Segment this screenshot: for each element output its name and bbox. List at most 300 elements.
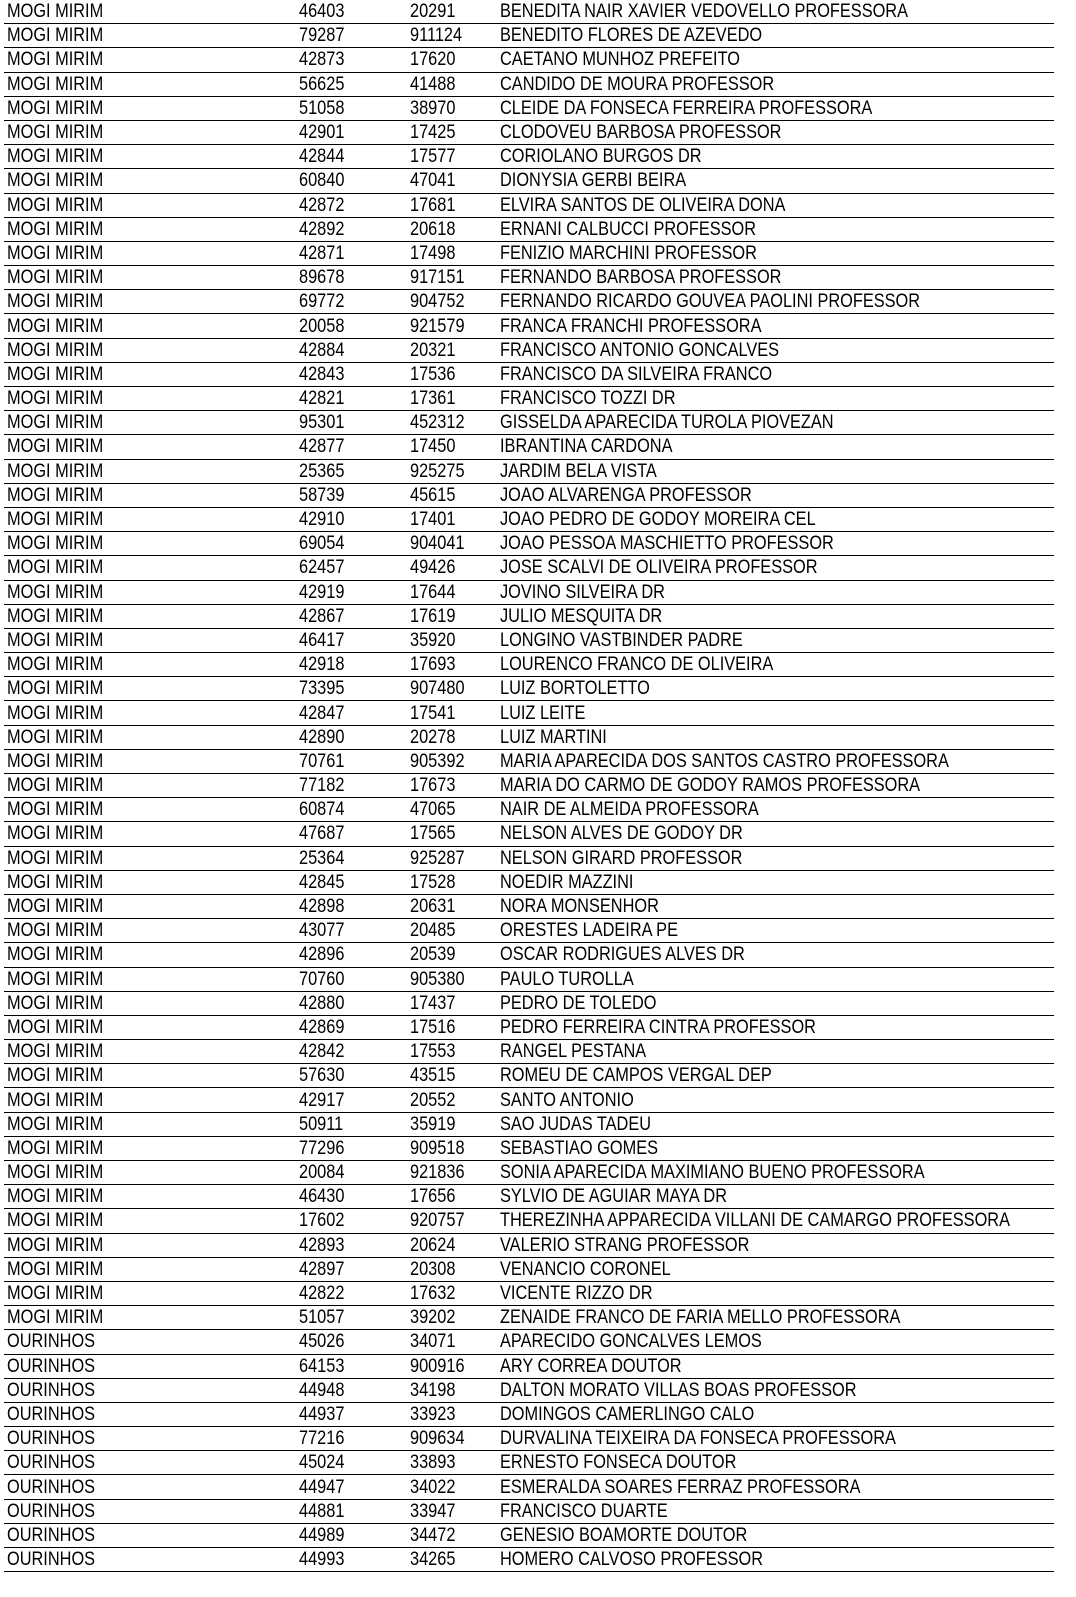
- school-code-text: 452312: [410, 412, 465, 434]
- code-text: 69054: [299, 533, 345, 555]
- city-cell: [4, 145, 296, 169]
- city-text: MOGI MIRIM: [7, 678, 104, 700]
- code-text: 25365: [299, 460, 345, 482]
- school-name-cell: [497, 1475, 1054, 1499]
- table-row: [4, 1233, 1054, 1257]
- school-code-text: 41488: [410, 73, 456, 95]
- code-text: 42822: [299, 1283, 345, 1305]
- school-name-cell: [497, 1136, 1054, 1160]
- school-name-text: DIONYSIA GERBI BEIRA: [500, 170, 687, 192]
- school-name-text: ORESTES LADEIRA PE: [500, 920, 678, 942]
- code-text: 42867: [299, 605, 345, 627]
- code-cell: [296, 894, 407, 918]
- code-cell: [296, 1451, 407, 1475]
- code-cell: [296, 1136, 407, 1160]
- school-code-cell: [407, 1427, 497, 1451]
- school-name-text: JOAO PEDRO DE GODOY MOREIRA CEL: [500, 509, 816, 531]
- school-name-cell: [497, 1040, 1054, 1064]
- school-name-text: OSCAR RODRIGUES ALVES DR: [500, 944, 745, 966]
- code-cell: [296, 846, 407, 870]
- city-cell: [4, 677, 296, 701]
- table-row: [4, 1499, 1054, 1523]
- table-row: [4, 1427, 1054, 1451]
- code-text: 42842: [299, 1041, 345, 1063]
- city-text: OURINHOS: [7, 1476, 96, 1498]
- code-cell: [296, 1354, 407, 1378]
- school-name-text: MARIA DO CARMO DE GODOY RAMOS PROFESSORA: [500, 775, 921, 797]
- school-code-cell: [407, 798, 497, 822]
- city-cell: [4, 1136, 296, 1160]
- school-code-cell: [407, 459, 497, 483]
- city-text: OURINHOS: [7, 1524, 96, 1546]
- school-name-cell: [497, 266, 1054, 290]
- school-code-text: 20321: [410, 339, 456, 361]
- city-cell: [4, 1499, 296, 1523]
- school-name-cell: [497, 1015, 1054, 1039]
- table-row: [4, 72, 1054, 96]
- city-text: MOGI MIRIM: [7, 1113, 104, 1135]
- code-text: 50911: [299, 1113, 344, 1135]
- city-text: MOGI MIRIM: [7, 629, 104, 651]
- school-name-cell: [497, 604, 1054, 628]
- code-cell: [296, 943, 407, 967]
- city-text: MOGI MIRIM: [7, 363, 104, 385]
- city-cell: [4, 1161, 296, 1185]
- school-name-cell: [497, 290, 1054, 314]
- code-cell: [296, 1185, 407, 1209]
- city-text: OURINHOS: [7, 1331, 96, 1353]
- city-text: OURINHOS: [7, 1500, 96, 1522]
- school-code-text: 17528: [410, 871, 456, 893]
- school-name-text: DOMINGOS CAMERLINGO CALO: [500, 1403, 755, 1425]
- code-cell: [296, 749, 407, 773]
- city-cell: [4, 919, 296, 943]
- code-cell: [296, 1064, 407, 1088]
- code-cell: [296, 1015, 407, 1039]
- school-name-cell: [497, 1427, 1054, 1451]
- city-text: MOGI MIRIM: [7, 750, 104, 772]
- city-text: MOGI MIRIM: [7, 146, 104, 168]
- school-code-cell: [407, 1354, 497, 1378]
- city-cell: [4, 749, 296, 773]
- school-name-cell: [497, 0, 1054, 24]
- table-row: [4, 387, 1054, 411]
- school-code-cell: [407, 120, 497, 144]
- code-cell: [296, 241, 407, 265]
- city-text: MOGI MIRIM: [7, 122, 104, 144]
- school-name-cell: [497, 774, 1054, 798]
- school-name-cell: [497, 1161, 1054, 1185]
- school-name-text: APARECIDO GONCALVES LEMOS: [500, 1331, 762, 1353]
- school-name-cell: [497, 1548, 1054, 1572]
- code-cell: [296, 1088, 407, 1112]
- school-code-text: 34071: [410, 1331, 456, 1353]
- table-row: [4, 967, 1054, 991]
- school-name-cell: [497, 1209, 1054, 1233]
- city-text: MOGI MIRIM: [7, 484, 104, 506]
- school-code-cell: [407, 1475, 497, 1499]
- city-cell: [4, 967, 296, 991]
- school-code-text: 17425: [410, 122, 456, 144]
- code-text: 17602: [299, 1210, 345, 1232]
- school-name-text: ERNANI CALBUCCI PROFESSOR: [500, 218, 757, 240]
- city-text: MOGI MIRIM: [7, 218, 104, 240]
- school-code-text: 17681: [410, 194, 456, 216]
- city-text: OURINHOS: [7, 1549, 96, 1571]
- school-code-text: 45615: [410, 484, 456, 506]
- table-row: [4, 1136, 1054, 1160]
- school-name-text: FENIZIO MARCHINI PROFESSOR: [500, 242, 757, 264]
- table-row: [4, 1088, 1054, 1112]
- code-cell: [296, 1040, 407, 1064]
- city-text: OURINHOS: [7, 1379, 96, 1401]
- city-cell: [4, 1451, 296, 1475]
- city-text: MOGI MIRIM: [7, 871, 104, 893]
- school-code-cell: [407, 435, 497, 459]
- code-cell: [296, 677, 407, 701]
- table-row: [4, 580, 1054, 604]
- code-text: 44989: [299, 1524, 345, 1546]
- city-cell: [4, 1112, 296, 1136]
- school-code-text: 20552: [410, 1089, 456, 1111]
- city-text: MOGI MIRIM: [7, 702, 104, 724]
- city-text: MOGI MIRIM: [7, 1307, 104, 1329]
- school-code-cell: [407, 1161, 497, 1185]
- city-cell: [4, 1306, 296, 1330]
- table-row: [4, 362, 1054, 386]
- table-row: [4, 1209, 1054, 1233]
- code-cell: [296, 338, 407, 362]
- city-text: MOGI MIRIM: [7, 823, 104, 845]
- school-name-cell: [497, 822, 1054, 846]
- school-code-text: 47065: [410, 799, 456, 821]
- city-cell: [4, 0, 296, 24]
- table-row: [4, 701, 1054, 725]
- school-name-cell: [497, 725, 1054, 749]
- table-row: [4, 169, 1054, 193]
- school-name-cell: [497, 1257, 1054, 1281]
- city-text: MOGI MIRIM: [7, 533, 104, 555]
- school-code-cell: [407, 1136, 497, 1160]
- school-code-text: 925287: [410, 847, 465, 869]
- school-name-text: FERNANDO RICARDO GOUVEA PAOLINI PROFESSOR: [500, 291, 921, 313]
- school-code-cell: [407, 1209, 497, 1233]
- code-cell: [296, 556, 407, 580]
- school-name-text: JARDIM BELA VISTA: [500, 460, 657, 482]
- code-text: 42884: [299, 339, 345, 361]
- code-cell: [296, 870, 407, 894]
- table-row: [4, 48, 1054, 72]
- city-cell: [4, 628, 296, 652]
- school-code-cell: [407, 532, 497, 556]
- code-cell: [296, 725, 407, 749]
- code-text: 42873: [299, 49, 345, 71]
- city-cell: [4, 1523, 296, 1547]
- table-row: [4, 870, 1054, 894]
- school-code-cell: [407, 1402, 497, 1426]
- school-code-text: 33893: [410, 1452, 456, 1474]
- city-text: MOGI MIRIM: [7, 1234, 104, 1256]
- table-row: [4, 749, 1054, 773]
- code-cell: [296, 822, 407, 846]
- city-text: MOGI MIRIM: [7, 1065, 104, 1087]
- school-code-text: 905380: [410, 968, 465, 990]
- school-name-text: FRANCA FRANCHI PROFESSORA: [500, 315, 762, 337]
- school-name-cell: [497, 459, 1054, 483]
- city-cell: [4, 1209, 296, 1233]
- city-cell: [4, 507, 296, 531]
- code-text: 42877: [299, 436, 345, 458]
- school-code-text: 17619: [410, 605, 456, 627]
- school-code-text: 39202: [410, 1307, 456, 1329]
- city-text: MOGI MIRIM: [7, 968, 104, 990]
- code-text: 45026: [299, 1331, 345, 1353]
- school-code-text: 17565: [410, 823, 456, 845]
- code-cell: [296, 507, 407, 531]
- table-row: [4, 266, 1054, 290]
- city-cell: [4, 1015, 296, 1039]
- school-code-cell: [407, 604, 497, 628]
- school-code-cell: [407, 991, 497, 1015]
- code-text: 42917: [299, 1089, 345, 1111]
- table-row: [4, 1306, 1054, 1330]
- school-code-text: 17620: [410, 49, 456, 71]
- city-cell: [4, 1040, 296, 1064]
- school-code-cell: [407, 580, 497, 604]
- city-cell: [4, 1064, 296, 1088]
- school-name-text: LUIZ LEITE: [500, 702, 586, 724]
- school-code-text: 17632: [410, 1283, 456, 1305]
- school-name-cell: [497, 677, 1054, 701]
- school-name-text: VENANCIO CORONEL: [500, 1258, 671, 1280]
- table-row: [4, 1354, 1054, 1378]
- school-code-cell: [407, 653, 497, 677]
- school-name-cell: [497, 24, 1054, 48]
- city-cell: [4, 1548, 296, 1572]
- school-name-cell: [497, 1499, 1054, 1523]
- school-code-text: 17437: [410, 992, 456, 1014]
- city-text: MOGI MIRIM: [7, 339, 104, 361]
- school-name-text: JULIO MESQUITA DR: [500, 605, 663, 627]
- city-cell: [4, 387, 296, 411]
- school-name-text: CORIOLANO BURGOS DR: [500, 146, 702, 168]
- school-code-cell: [407, 1451, 497, 1475]
- city-text: MOGI MIRIM: [7, 654, 104, 676]
- school-name-text: JOAO ALVARENGA PROFESSOR: [500, 484, 752, 506]
- code-text: 44937: [299, 1403, 345, 1425]
- code-cell: [296, 1209, 407, 1233]
- city-cell: [4, 991, 296, 1015]
- school-name-text: ELVIRA SANTOS DE OLIVEIRA DONA: [500, 194, 786, 216]
- city-text: MOGI MIRIM: [7, 992, 104, 1014]
- school-name-cell: [497, 411, 1054, 435]
- school-code-cell: [407, 193, 497, 217]
- code-text: 42871: [299, 242, 345, 264]
- city-cell: [4, 1354, 296, 1378]
- city-text: MOGI MIRIM: [7, 1016, 104, 1038]
- city-cell: [4, 1402, 296, 1426]
- school-name-text: ROMEU DE CAMPOS VERGAL DEP: [500, 1065, 772, 1087]
- city-cell: [4, 1185, 296, 1209]
- code-text: 60840: [299, 170, 345, 192]
- school-code-text: 905392: [410, 750, 465, 772]
- table-row: [4, 1112, 1054, 1136]
- city-text: OURINHOS: [7, 1428, 96, 1450]
- school-name-cell: [497, 846, 1054, 870]
- school-name-text: LONGINO VASTBINDER PADRE: [500, 629, 743, 651]
- code-text: 25364: [299, 847, 345, 869]
- city-text: MOGI MIRIM: [7, 242, 104, 264]
- school-name-cell: [497, 169, 1054, 193]
- school-code-text: 35919: [410, 1113, 456, 1135]
- city-text: MOGI MIRIM: [7, 605, 104, 627]
- city-text: MOGI MIRIM: [7, 388, 104, 410]
- school-name-text: PEDRO DE TOLEDO: [500, 992, 657, 1014]
- school-name-text: GENESIO BOAMORTE DOUTOR: [500, 1524, 748, 1546]
- code-text: 77216: [299, 1428, 345, 1450]
- code-text: 42821: [299, 388, 345, 410]
- table-row: [4, 435, 1054, 459]
- school-name-cell: [497, 1402, 1054, 1426]
- school-name-text: NAIR DE ALMEIDA PROFESSORA: [500, 799, 759, 821]
- code-text: 89678: [299, 267, 345, 289]
- school-code-text: 904041: [410, 533, 465, 555]
- code-text: 42845: [299, 871, 345, 893]
- city-cell: [4, 701, 296, 725]
- school-name-cell: [497, 1281, 1054, 1305]
- school-name-text: LUIZ BORTOLETTO: [500, 678, 650, 700]
- city-text: MOGI MIRIM: [7, 1162, 104, 1184]
- school-code-cell: [407, 362, 497, 386]
- code-text: 42872: [299, 194, 345, 216]
- school-code-text: 20618: [410, 218, 456, 240]
- code-cell: [296, 435, 407, 459]
- code-text: 46430: [299, 1186, 345, 1208]
- school-code-cell: [407, 725, 497, 749]
- code-cell: [296, 96, 407, 120]
- school-code-text: 17644: [410, 581, 456, 603]
- school-name-text: PAULO TUROLLA: [500, 968, 634, 990]
- table-row: [4, 822, 1054, 846]
- code-cell: [296, 1378, 407, 1402]
- school-name-cell: [497, 314, 1054, 338]
- table-row: [4, 1523, 1054, 1547]
- school-code-text: 17450: [410, 436, 456, 458]
- code-cell: [296, 0, 407, 24]
- school-code-text: 20308: [410, 1258, 456, 1280]
- school-name-text: DALTON MORATO VILLAS BOAS PROFESSOR: [500, 1379, 857, 1401]
- table-row: [4, 483, 1054, 507]
- school-name-cell: [497, 701, 1054, 725]
- city-text: MOGI MIRIM: [7, 1137, 104, 1159]
- code-cell: [296, 1427, 407, 1451]
- table-row: [4, 1378, 1054, 1402]
- table-row: [4, 774, 1054, 798]
- code-text: 42893: [299, 1234, 345, 1256]
- school-name-text: JOAO PESSOA MASCHIETTO PROFESSOR: [500, 533, 834, 555]
- city-text: MOGI MIRIM: [7, 775, 104, 797]
- school-name-cell: [497, 1378, 1054, 1402]
- code-cell: [296, 24, 407, 48]
- city-text: MOGI MIRIM: [7, 267, 104, 289]
- code-cell: [296, 1257, 407, 1281]
- school-name-text: PEDRO FERREIRA CINTRA PROFESSOR: [500, 1016, 816, 1038]
- code-cell: [296, 483, 407, 507]
- code-cell: [296, 628, 407, 652]
- school-code-text: 925275: [410, 460, 465, 482]
- table-row: [4, 798, 1054, 822]
- school-code-cell: [407, 241, 497, 265]
- school-code-cell: [407, 1548, 497, 1572]
- school-name-text: SANTO ANTONIO: [500, 1089, 634, 1111]
- city-cell: [4, 532, 296, 556]
- code-text: 42880: [299, 992, 345, 1014]
- school-name-cell: [497, 653, 1054, 677]
- code-text: 42910: [299, 509, 345, 531]
- school-name-text: VALERIO STRANG PROFESSOR: [500, 1234, 750, 1256]
- code-text: 42844: [299, 146, 345, 168]
- code-cell: [296, 266, 407, 290]
- city-cell: [4, 846, 296, 870]
- school-name-text: HOMERO CALVOSO PROFESSOR: [500, 1549, 763, 1571]
- code-cell: [296, 411, 407, 435]
- school-name-cell: [497, 1112, 1054, 1136]
- school-code-cell: [407, 1378, 497, 1402]
- school-code-text: 921836: [410, 1162, 465, 1184]
- school-name-text: NELSON ALVES DE GODOY DR: [500, 823, 743, 845]
- table-row: [4, 411, 1054, 435]
- school-name-text: LOURENCO FRANCO DE OLIVEIRA: [500, 654, 774, 676]
- school-name-cell: [497, 387, 1054, 411]
- table-row: [4, 507, 1054, 531]
- code-text: 42892: [299, 218, 345, 240]
- code-cell: [296, 798, 407, 822]
- school-code-text: 921579: [410, 315, 465, 337]
- city-text: MOGI MIRIM: [7, 557, 104, 579]
- table-row: [4, 1548, 1054, 1572]
- school-code-cell: [407, 677, 497, 701]
- school-name-text: NORA MONSENHOR: [500, 896, 659, 918]
- school-code-cell: [407, 1257, 497, 1281]
- city-text: OURINHOS: [7, 1355, 96, 1377]
- school-code-cell: [407, 483, 497, 507]
- school-code-text: 909634: [410, 1428, 465, 1450]
- code-text: 42869: [299, 1016, 345, 1038]
- table-row: [4, 314, 1054, 338]
- school-code-cell: [407, 1330, 497, 1354]
- school-code-text: 904752: [410, 291, 465, 313]
- school-name-text: CLODOVEU BARBOSA PROFESSOR: [500, 122, 782, 144]
- school-code-cell: [407, 217, 497, 241]
- school-name-cell: [497, 749, 1054, 773]
- table-row: [4, 894, 1054, 918]
- city-text: MOGI MIRIM: [7, 49, 104, 71]
- school-code-text: 17498: [410, 242, 456, 264]
- city-cell: [4, 241, 296, 265]
- city-cell: [4, 120, 296, 144]
- school-name-text: ERNESTO FONSECA DOUTOR: [500, 1452, 737, 1474]
- code-text: 42847: [299, 702, 345, 724]
- school-name-text: GISSELDA APARECIDA TUROLA PIOVEZAN: [500, 412, 834, 434]
- city-text: MOGI MIRIM: [7, 896, 104, 918]
- table-row: [4, 0, 1054, 24]
- school-code-text: 34472: [410, 1524, 456, 1546]
- city-text: MOGI MIRIM: [7, 73, 104, 95]
- school-code-text: 20291: [410, 1, 456, 23]
- code-text: 44947: [299, 1476, 345, 1498]
- code-cell: [296, 701, 407, 725]
- city-cell: [4, 1233, 296, 1257]
